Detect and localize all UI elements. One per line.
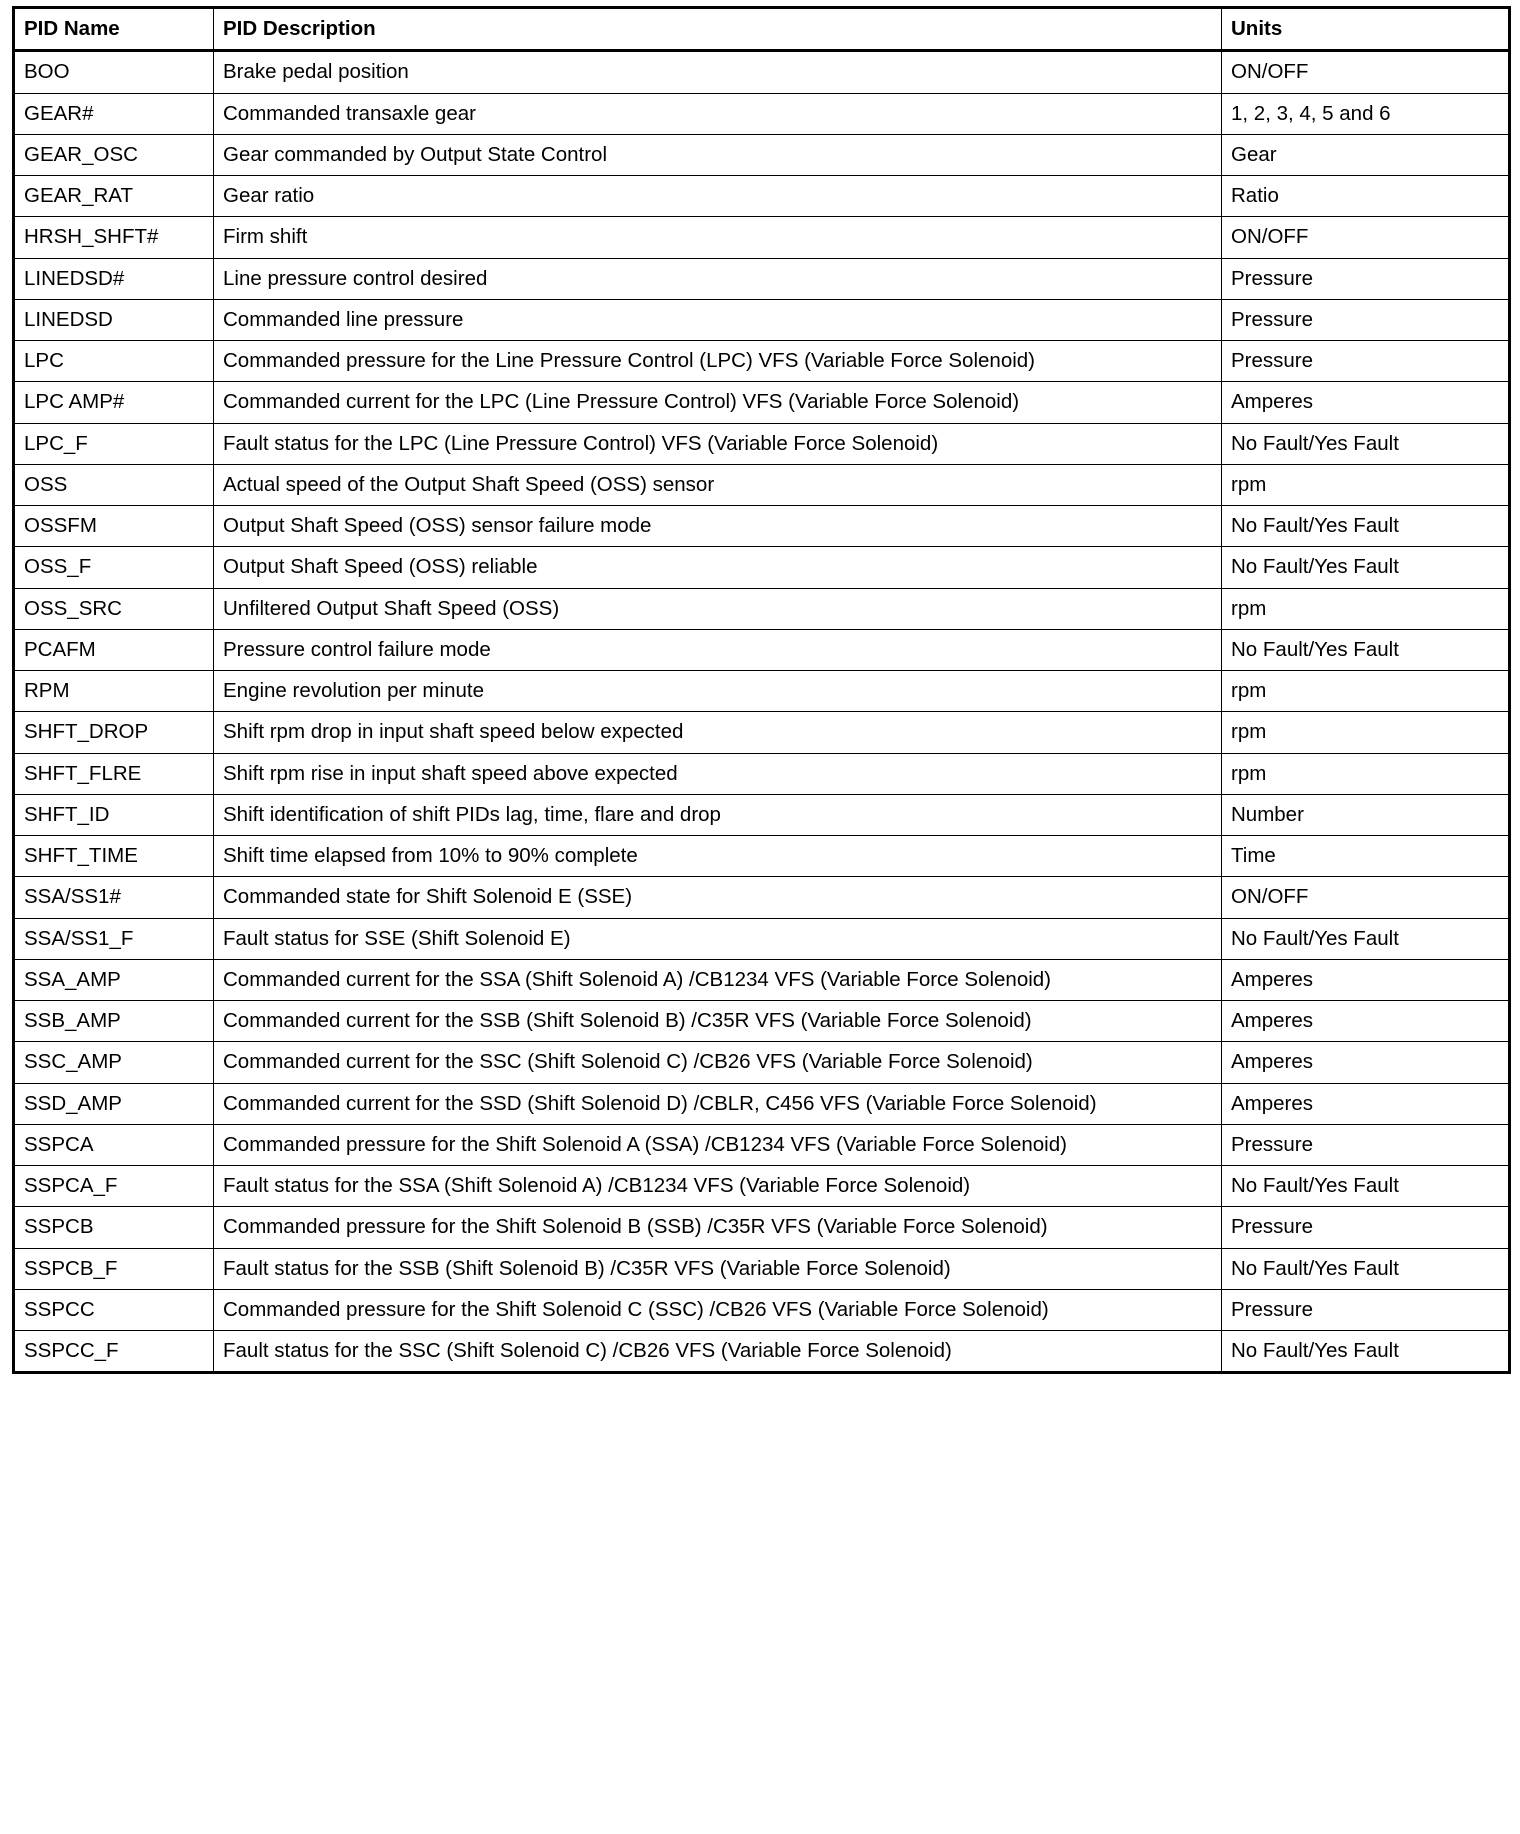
cell-pid-description: Pressure control failure mode <box>214 629 1222 670</box>
table-header <box>14 8 1510 51</box>
column-header-pid-name: PID Name <box>14 8 214 51</box>
table-row <box>14 1331 1510 1373</box>
table-row <box>14 1289 1510 1330</box>
cell-pid-name: BOO <box>14 51 214 93</box>
cell-pid-description: Line pressure control desired <box>214 258 1222 299</box>
cell-units: Amperes <box>1222 1083 1510 1124</box>
cell-pid-description: Shift time elapsed from 10% to 90% complete <box>214 836 1222 877</box>
table-row <box>14 464 1510 505</box>
cell-pid-name: SSA/SS1# <box>14 877 214 918</box>
cell-units: Amperes <box>1222 1042 1510 1083</box>
cell-pid-name: LPC AMP# <box>14 382 214 423</box>
cell-pid-description: Shift rpm rise in input shaft speed above expected <box>214 753 1222 794</box>
cell-pid-name: OSS_SRC <box>14 588 214 629</box>
cell-pid-name: SSPCA <box>14 1124 214 1165</box>
cell-pid-description: Firm shift <box>214 217 1222 258</box>
table-row <box>14 1042 1510 1083</box>
cell-pid-description: Fault status for the SSC (Shift Solenoid C) /CB26 VFS (Variable Force Solenoid) <box>214 1331 1222 1373</box>
cell-units: No Fault/Yes Fault <box>1222 918 1510 959</box>
cell-pid-name: LINEDSD# <box>14 258 214 299</box>
cell-pid-description: Output Shaft Speed (OSS) reliable <box>214 547 1222 588</box>
table-row <box>14 547 1510 588</box>
cell-units: rpm <box>1222 671 1510 712</box>
cell-units: Amperes <box>1222 1001 1510 1042</box>
table-row <box>14 918 1510 959</box>
cell-units: Pressure <box>1222 299 1510 340</box>
table-row <box>14 51 1510 93</box>
cell-pid-description: Commanded transaxle gear <box>214 93 1222 134</box>
column-header-pid-description: PID Description <box>214 8 1222 51</box>
cell-units: No Fault/Yes Fault <box>1222 1248 1510 1289</box>
table-row <box>14 1166 1510 1207</box>
cell-pid-description: Commanded current for the SSA (Shift Solenoid A) /CB1234 VFS (Variable Force Solenoid) <box>214 959 1222 1000</box>
cell-units: No Fault/Yes Fault <box>1222 547 1510 588</box>
cell-pid-name: SSPCB <box>14 1207 214 1248</box>
cell-pid-description: Actual speed of the Output Shaft Speed (OSS) sensor <box>214 464 1222 505</box>
table-row <box>14 1124 1510 1165</box>
cell-pid-name: OSS <box>14 464 214 505</box>
cell-units: Amperes <box>1222 959 1510 1000</box>
table-row <box>14 836 1510 877</box>
cell-pid-name: LINEDSD <box>14 299 214 340</box>
table-body <box>14 51 1510 1373</box>
cell-pid-description: Engine revolution per minute <box>214 671 1222 712</box>
cell-units: Time <box>1222 836 1510 877</box>
cell-pid-name: SSPCC_F <box>14 1331 214 1373</box>
table-row <box>14 134 1510 175</box>
cell-pid-name: SSD_AMP <box>14 1083 214 1124</box>
cell-pid-description: Gear commanded by Output State Control <box>214 134 1222 175</box>
cell-pid-description: Commanded state for Shift Solenoid E (SSE) <box>214 877 1222 918</box>
cell-pid-description: Commanded current for the LPC (Line Pressure Control) VFS (Variable Force Solenoid) <box>214 382 1222 423</box>
cell-pid-description: Commanded pressure for the Line Pressure Control (LPC) VFS (Variable Force Solenoid) <box>214 341 1222 382</box>
cell-units: Gear <box>1222 134 1510 175</box>
cell-pid-name: SHFT_DROP <box>14 712 214 753</box>
table-row <box>14 258 1510 299</box>
table-row <box>14 382 1510 423</box>
cell-units: Pressure <box>1222 341 1510 382</box>
table-row <box>14 588 1510 629</box>
cell-units: Number <box>1222 794 1510 835</box>
cell-pid-description: Fault status for the SSA (Shift Solenoid A) /CB1234 VFS (Variable Force Solenoid) <box>214 1166 1222 1207</box>
cell-pid-description: Commanded pressure for the Shift Solenoid B (SSB) /C35R VFS (Variable Force Solenoid) <box>214 1207 1222 1248</box>
table-header-row <box>14 8 1510 51</box>
cell-units: 1, 2, 3, 4, 5 and 6 <box>1222 93 1510 134</box>
cell-pid-name: SSPCB_F <box>14 1248 214 1289</box>
cell-pid-description: Shift rpm drop in input shaft speed below expected <box>214 712 1222 753</box>
table-row <box>14 794 1510 835</box>
cell-units: Pressure <box>1222 1207 1510 1248</box>
cell-units: No Fault/Yes Fault <box>1222 629 1510 670</box>
cell-pid-name: SSA_AMP <box>14 959 214 1000</box>
table-row <box>14 1001 1510 1042</box>
cell-units: ON/OFF <box>1222 877 1510 918</box>
cell-pid-name: SSB_AMP <box>14 1001 214 1042</box>
cell-pid-name: GEAR_OSC <box>14 134 214 175</box>
table-row <box>14 341 1510 382</box>
cell-pid-name: RPM <box>14 671 214 712</box>
cell-units: rpm <box>1222 464 1510 505</box>
cell-units: No Fault/Yes Fault <box>1222 1331 1510 1373</box>
cell-units: Pressure <box>1222 1124 1510 1165</box>
cell-pid-name: GEAR_RAT <box>14 176 214 217</box>
table-row <box>14 1083 1510 1124</box>
table-row <box>14 506 1510 547</box>
column-header-units: Units <box>1222 8 1510 51</box>
cell-pid-name: LPC_F <box>14 423 214 464</box>
cell-pid-name: LPC <box>14 341 214 382</box>
cell-pid-description: Shift identification of shift PIDs lag, time, flare and drop <box>214 794 1222 835</box>
table-row <box>14 671 1510 712</box>
cell-pid-name: SHFT_ID <box>14 794 214 835</box>
cell-units: Pressure <box>1222 1289 1510 1330</box>
cell-units: No Fault/Yes Fault <box>1222 506 1510 547</box>
cell-pid-description: Fault status for the SSB (Shift Solenoid B) /C35R VFS (Variable Force Solenoid) <box>214 1248 1222 1289</box>
cell-pid-description: Commanded pressure for the Shift Solenoid A (SSA) /CB1234 VFS (Variable Force Solenoid) <box>214 1124 1222 1165</box>
cell-units: No Fault/Yes Fault <box>1222 423 1510 464</box>
cell-pid-description: Unfiltered Output Shaft Speed (OSS) <box>214 588 1222 629</box>
cell-pid-description: Commanded current for the SSD (Shift Solenoid D) /CBLR, C456 VFS (Variable Force Solenoid) <box>214 1083 1222 1124</box>
cell-pid-description: Commanded current for the SSC (Shift Solenoid C) /CB26 VFS (Variable Force Solenoid) <box>214 1042 1222 1083</box>
cell-pid-name: SHFT_FLRE <box>14 753 214 794</box>
table-row <box>14 877 1510 918</box>
cell-units: Ratio <box>1222 176 1510 217</box>
cell-pid-description: Commanded pressure for the Shift Solenoid C (SSC) /CB26 VFS (Variable Force Solenoid) <box>214 1289 1222 1330</box>
cell-pid-description: Brake pedal position <box>214 51 1222 93</box>
cell-pid-name: SHFT_TIME <box>14 836 214 877</box>
table-row <box>14 1248 1510 1289</box>
cell-units: rpm <box>1222 712 1510 753</box>
cell-pid-name: HRSH_SHFT# <box>14 217 214 258</box>
cell-units: Pressure <box>1222 258 1510 299</box>
table-row <box>14 712 1510 753</box>
cell-pid-name: SSPCA_F <box>14 1166 214 1207</box>
table-row <box>14 93 1510 134</box>
table-row <box>14 299 1510 340</box>
cell-units: Amperes <box>1222 382 1510 423</box>
table-row <box>14 629 1510 670</box>
cell-pid-name: SSA/SS1_F <box>14 918 214 959</box>
cell-units: ON/OFF <box>1222 51 1510 93</box>
table-row <box>14 217 1510 258</box>
cell-units: ON/OFF <box>1222 217 1510 258</box>
cell-pid-name: OSSFM <box>14 506 214 547</box>
cell-pid-description: Commanded line pressure <box>214 299 1222 340</box>
cell-pid-name: PCAFM <box>14 629 214 670</box>
cell-pid-description: Commanded current for the SSB (Shift Solenoid B) /C35R VFS (Variable Force Solenoid) <box>214 1001 1222 1042</box>
cell-pid-description: Fault status for SSE (Shift Solenoid E) <box>214 918 1222 959</box>
cell-pid-description: Gear ratio <box>214 176 1222 217</box>
table-row <box>14 423 1510 464</box>
cell-pid-description: Fault status for the LPC (Line Pressure Control) VFS (Variable Force Solenoid) <box>214 423 1222 464</box>
cell-pid-name: SSPCC <box>14 1289 214 1330</box>
pid-reference-table <box>12 6 1511 1374</box>
table-row <box>14 176 1510 217</box>
cell-pid-name: OSS_F <box>14 547 214 588</box>
cell-pid-description: Output Shaft Speed (OSS) sensor failure mode <box>214 506 1222 547</box>
cell-units: rpm <box>1222 588 1510 629</box>
cell-pid-name: GEAR# <box>14 93 214 134</box>
table-row <box>14 753 1510 794</box>
cell-units: No Fault/Yes Fault <box>1222 1166 1510 1207</box>
table-row <box>14 959 1510 1000</box>
table-row <box>14 1207 1510 1248</box>
cell-units: rpm <box>1222 753 1510 794</box>
cell-pid-name: SSC_AMP <box>14 1042 214 1083</box>
